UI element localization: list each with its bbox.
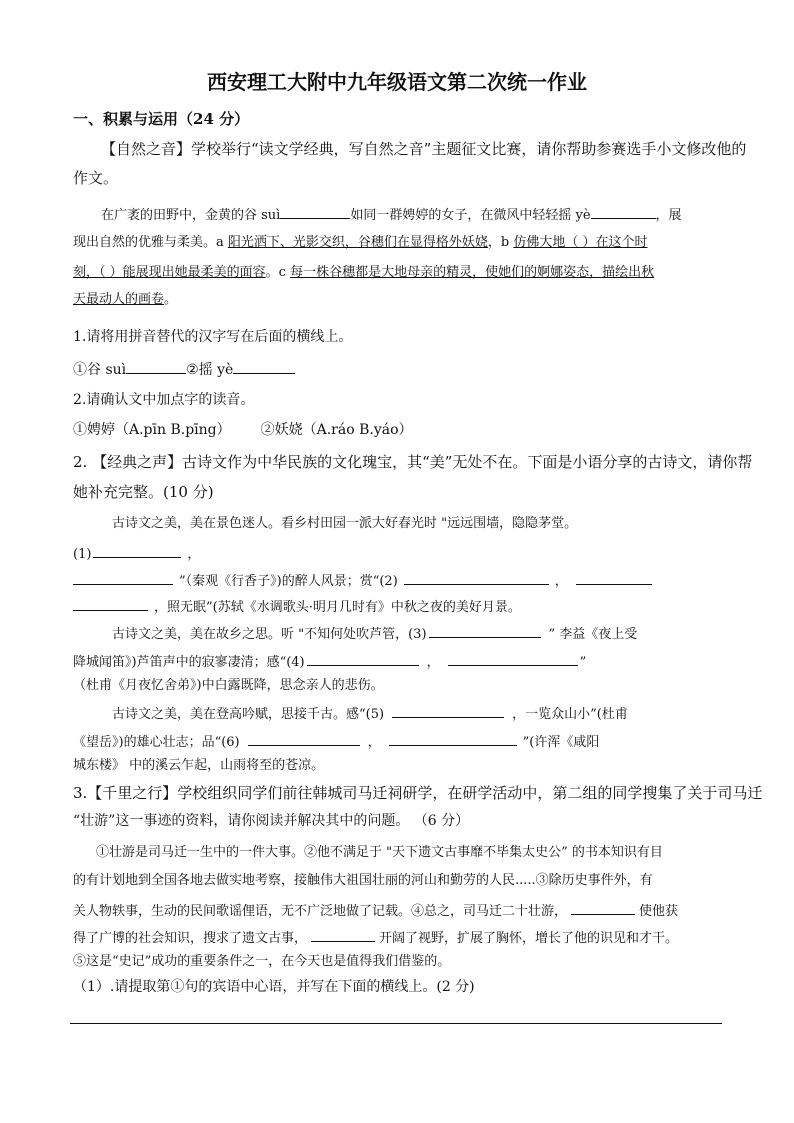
sentence-a: 阳光洒下、光影交织，谷穗们在显得格外妖娆 <box>227 235 488 250</box>
question-4: “壮游”这一事迹的资料，请你阅读并解决其中的问题。 （6 分） <box>73 813 470 829</box>
blank[interactable] <box>311 927 375 942</box>
passage-line <box>73 900 678 921</box>
text: 现出自然的优雅与柔美。a <box>73 235 228 250</box>
blank[interactable] <box>404 570 549 585</box>
text: 。 <box>164 292 178 307</box>
question-1-answers <box>73 359 295 379</box>
intro-line: 【自然之音】学校举行“读文学经典，写自然之音”主题征文比赛，请你帮助参赛选手小文修改他的 <box>101 140 747 158</box>
text: 古诗文之美，美在故乡之思。听 "不知何处吹芦管，(3) <box>112 627 427 642</box>
blank[interactable] <box>93 543 181 558</box>
poem-line <box>112 703 628 724</box>
passage-line: ①壮游是司马迁一生中的一件大事。②他不满足于 "天下遗文古事靡不毕集太史公” 的书本知识有目 <box>96 845 663 860</box>
page-title: 西安理工大附中九年级语文第二次统一作业 <box>207 70 587 94</box>
text: ， <box>367 735 381 750</box>
poem-line <box>73 731 599 752</box>
question-1: 1.请将用拼音替代的汉字写在后面的横线上。 <box>73 329 353 345</box>
section-heading: 一、积累与运用（24 分） <box>73 110 250 128</box>
blank[interactable] <box>571 900 635 915</box>
text: ，一览众山小”(杜甫 <box>512 707 628 722</box>
blank[interactable] <box>307 651 419 666</box>
text: 古诗文之美，美在登高吟赋，思接千古。感“(5) <box>112 707 385 722</box>
essay-line <box>73 234 648 252</box>
text: (1) <box>73 547 92 562</box>
text: 如同一群娉婷的女子，在微风中轻轻摇 yè <box>350 208 591 223</box>
text: ②摇 yè <box>186 362 234 378</box>
text: ， <box>554 574 568 589</box>
passage-line <box>73 927 678 948</box>
text: 关人物轶事，生动的民间歌谣俚语，无不广泛地做了记载。④总之，司马迁二十壮游， <box>73 904 568 919</box>
blank[interactable] <box>73 570 173 585</box>
blank[interactable] <box>233 359 295 374</box>
poem-line: 古诗文之美，美在景色迷人。看乡村田园一派大好春光时 "远远围墙，隐隐茅堂。 <box>112 516 578 531</box>
blank[interactable] <box>73 596 148 611</box>
sentence-b: 刻，（ ）能展现出她最柔美的面容 <box>73 265 266 280</box>
blank[interactable] <box>389 731 517 746</box>
sub-question-1: （1）.请提取第①句的宾语中心语，并写在下面的横线上。(2 分) <box>73 979 475 995</box>
poem-line: （杜甫《月夜忆舍弟》)中白露既降，思念亲人的悲伤。 <box>73 678 384 693</box>
text: 降城闻笛》)芦笛声中的寂寥凄清；感“(4) <box>73 655 305 670</box>
text: ，展 <box>655 208 682 223</box>
text: ， <box>426 655 440 670</box>
poem-line: 城东楼》 中的溪云乍起，山雨将至的苍凉。 <box>73 758 325 773</box>
text: ” 李益《夜上受 <box>548 627 638 642</box>
essay-line <box>73 291 177 309</box>
poem-line <box>112 623 637 644</box>
sentence-b: 仿佛大地（ ）在这个时 <box>513 235 648 250</box>
text: 使他获 <box>639 904 679 919</box>
question-3: 2. 【经典之声】古诗文作为中华民族的文化瑰宝，其“美”无处不在。下面是小语分享的古诗文，请你帮 <box>73 453 753 471</box>
text: ， <box>187 547 201 562</box>
poem-line <box>73 570 652 591</box>
blank[interactable] <box>576 570 652 585</box>
answer-line[interactable] <box>70 1023 722 1024</box>
option: ①娉婷（A.pīn B.pīng） <box>73 422 231 438</box>
question-2-options <box>73 421 413 439</box>
question-3: 她补充完整。(10 分) <box>73 483 214 501</box>
text: ，b <box>487 235 514 250</box>
text: ”(许浑《咸阳 <box>522 735 600 750</box>
text: 《望岳》)的雄心壮志；品“(6) <box>73 735 240 750</box>
text: ①谷 suì <box>73 362 127 378</box>
essay-line <box>101 204 682 225</box>
text: 在广袤的田野中，金黄的谷 suì <box>101 208 281 223</box>
blank[interactable] <box>248 731 360 746</box>
question-2: 2.请确认文中加点字的读音。 <box>73 392 255 408</box>
passage-line: 的有计划地到全国各地去做实地考察，接触伟大祖国壮丽的河山和勤劳的人民.....③除历史事件外，有 <box>73 873 653 888</box>
intro-line: 作文。 <box>73 169 119 187</box>
blank[interactable] <box>429 623 541 638</box>
blank[interactable] <box>280 204 350 219</box>
essay-line <box>73 264 654 282</box>
poem-line <box>73 651 586 672</box>
text: 开阔了视野，扩展了胸怀，增长了他的识见和才干。 <box>379 931 679 946</box>
blank[interactable] <box>126 359 186 374</box>
option: ②妖娆（A.ráo B.yáo） <box>260 422 413 438</box>
question-4: 3.【千里之行】学校组织同学们前往韩城司马迁祠研学，在研学活动中，第二组的同学搜集了关于司马迁 <box>73 784 763 802</box>
blank[interactable] <box>591 204 656 219</box>
text: ” <box>579 655 587 670</box>
text: 得了广博的社会知识，搜求了遗文古事， <box>73 931 308 946</box>
sentence-c: 每一株谷穗都是大地母亲的精灵，使她们的婀娜姿态，描绘出秋 <box>290 265 655 280</box>
poem-line <box>73 596 521 617</box>
poem-line <box>73 543 200 564</box>
text: ，照无眠”(苏轼《水调歌头·明月几时有》中秋之夜的美好月景。 <box>154 600 521 615</box>
blank[interactable] <box>392 703 504 718</box>
blank[interactable] <box>448 651 578 666</box>
sentence-c: 天最动人的画卷 <box>73 292 165 307</box>
text: ”（秦观《行香子》)的醉人风景；赏“(2) <box>179 574 398 589</box>
text: 。c <box>265 265 291 280</box>
passage-line: ⑤这是“史记”成功的重要条件之一，在今天也是值得我们借鉴的。 <box>73 954 451 969</box>
